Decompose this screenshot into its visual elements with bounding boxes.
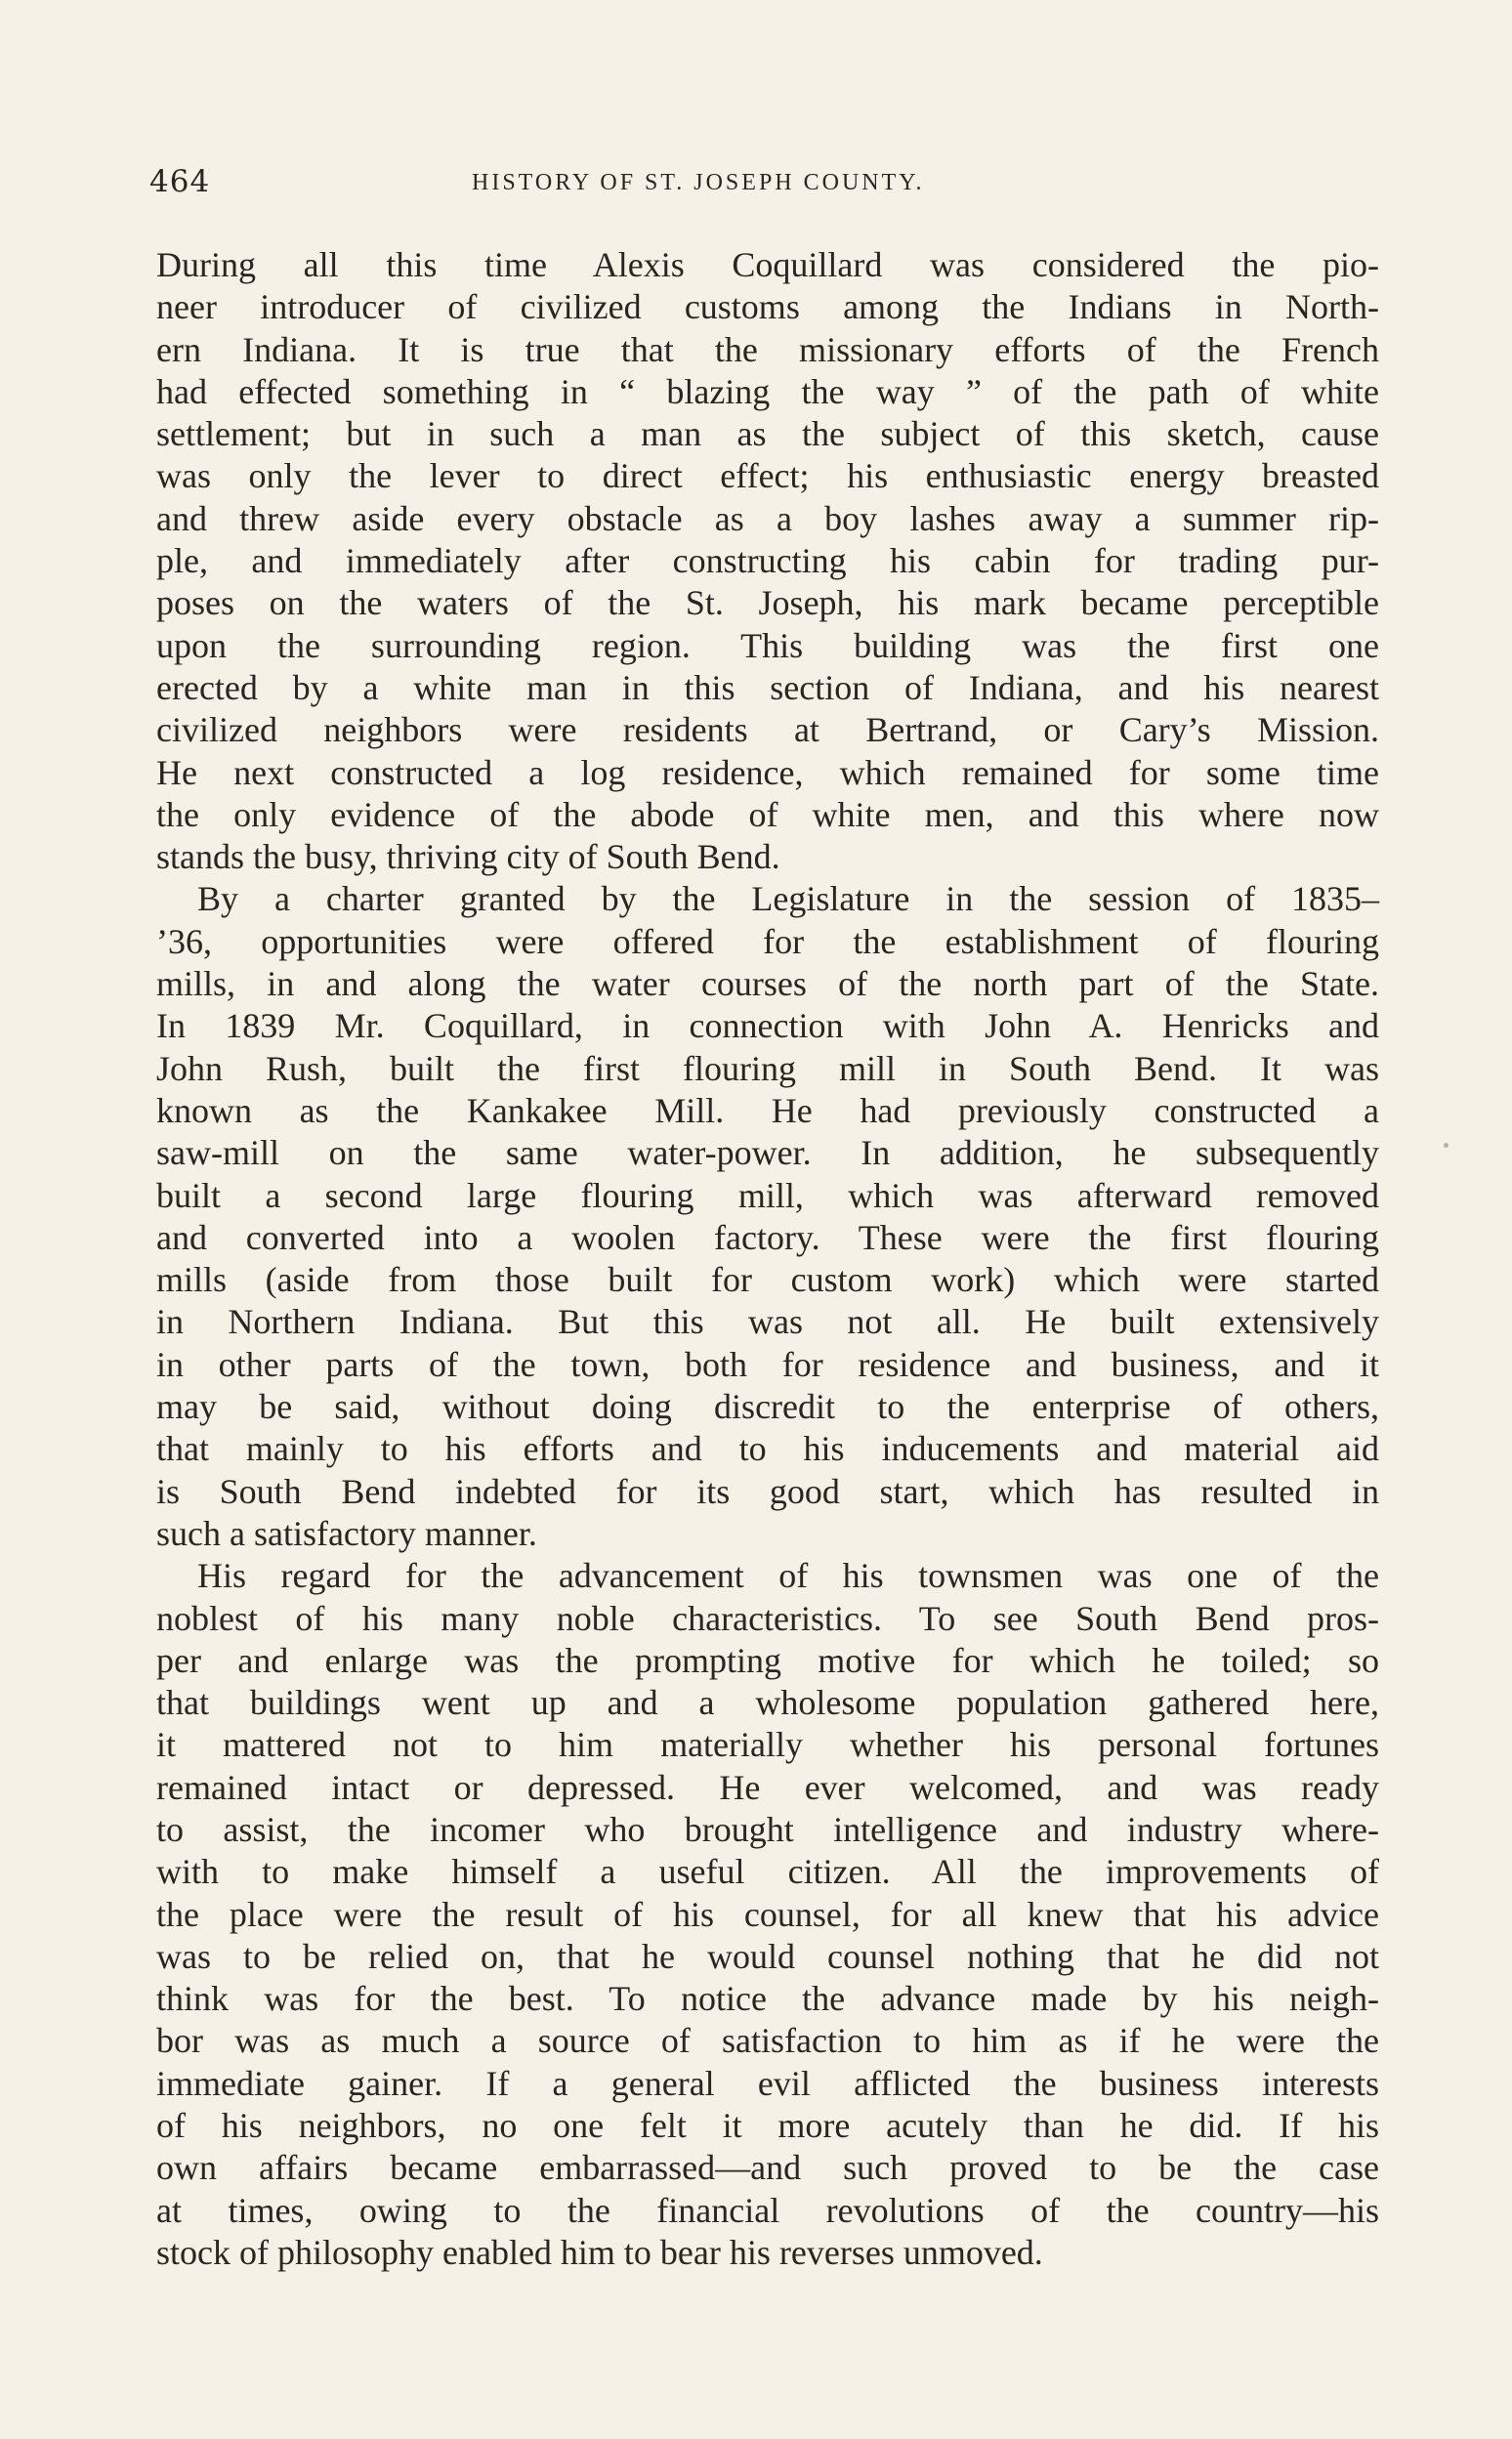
text-line: known as the Kankakee Mill. He had previously constructed a bbox=[156, 1090, 1379, 1130]
text-line: such a satisfactory manner. bbox=[156, 1513, 537, 1553]
text-line: mills (aside from those built for custom work) which were started bbox=[156, 1260, 1379, 1300]
text-line: and threw aside every obstacle as a boy lashes away a summer rip- bbox=[156, 498, 1379, 538]
text-line: upon the surrounding region. This building was the first one bbox=[156, 625, 1379, 665]
text-line: During all this time Alexis Coquillard was considered the pio- bbox=[156, 245, 1379, 284]
text-line: was to be relied on, that he would counsel nothing that he did not bbox=[156, 1936, 1379, 1976]
paper-speck bbox=[1444, 1143, 1449, 1148]
text-line: saw-mill on the same water-power. In addition, he subsequently bbox=[156, 1133, 1379, 1173]
text-line: remained intact or depressed. He ever welcomed, and was ready bbox=[156, 1767, 1379, 1807]
running-head: HISTORY OF ST. JOSEPH COUNTY. bbox=[472, 170, 925, 195]
text-line: the only evidence of the abode of white men, and this where now bbox=[156, 794, 1379, 834]
text-line: ple, and immediately after constructing his cabin for trading pur- bbox=[156, 541, 1379, 581]
text-line: erected by a white man in this section of Indiana, and his nearest bbox=[156, 667, 1379, 707]
text-line: that buildings went up and a wholesome population gathered here, bbox=[156, 1683, 1379, 1723]
text-line: with to make himself a useful citizen. All the improvements of bbox=[156, 1852, 1379, 1892]
text-line: in Northern Indiana. But this was not all. He built extensively bbox=[156, 1302, 1379, 1342]
page-header bbox=[149, 164, 1382, 203]
text-line: settlement; but in such a man as the subject of this sketch, cause bbox=[156, 414, 1379, 454]
text-line: was only the lever to direct effect; his enthusiastic energy breasted bbox=[156, 456, 1379, 496]
text-line: to assist, the incomer who brought intelligence and industry where- bbox=[156, 1809, 1379, 1849]
text-line: own affairs became embarrassed—and such proved to be the case bbox=[156, 2148, 1379, 2188]
text-line: think was for the best. To notice the advance made by his neigh- bbox=[156, 1979, 1379, 2019]
text-line: His regard for the advancement of his townsmen was one of the bbox=[197, 1556, 1379, 1596]
text-line: He next constructed a log residence, which remained for some time bbox=[156, 752, 1379, 792]
text-line: may be said, without doing discredit to the enterprise of others, bbox=[156, 1387, 1379, 1427]
text-line: bor was as much a source of satisfaction to him as if he were the bbox=[156, 2021, 1379, 2061]
text-line: noblest of his many noble characteristics. To see South Bend pros- bbox=[156, 1598, 1379, 1638]
body-text bbox=[156, 244, 1379, 2274]
text-line: built a second large flouring mill, which was afterward removed bbox=[156, 1175, 1379, 1215]
text-line: neer introducer of civilized customs among the Indians in North- bbox=[156, 287, 1379, 327]
text-line: per and enlarge was the prompting motive for which he toiled; so bbox=[156, 1640, 1379, 1680]
text-line: had effected something in “ blazing the way ” of the path of white bbox=[156, 371, 1379, 411]
text-line: the place were the result of his counsel, for all knew that his advice bbox=[156, 1894, 1379, 1934]
text-line: John Rush, built the first flouring mill in South Bend. It was bbox=[156, 1048, 1379, 1088]
text-line: mills, in and along the water courses of the north part of the State. bbox=[156, 964, 1379, 1004]
text-line: and converted into a woolen factory. These were the first flouring bbox=[156, 1217, 1379, 1257]
text-line: of his neighbors, no one felt it more acutely than he did. If his bbox=[156, 2106, 1379, 2146]
text-line: ’36, opportunities were offered for the establishment of flouring bbox=[156, 921, 1379, 961]
text-line: it mattered not to him materially whether his personal fortunes bbox=[156, 1725, 1379, 1765]
text-line: ern Indiana. It is true that the missionary efforts of the French bbox=[156, 329, 1379, 369]
text-line: that mainly to his efforts and to his inducements and material aid bbox=[156, 1429, 1379, 1469]
text-line: is South Bend indebted for its good start, which has resulted in bbox=[156, 1471, 1379, 1511]
text-line: stands the busy, thriving city of South Bend. bbox=[156, 837, 780, 877]
text-line: poses on the waters of the St. Joseph, his mark became perceptible bbox=[156, 583, 1379, 623]
text-line: in other parts of the town, both for residence and business, and it bbox=[156, 1344, 1379, 1384]
text-line: By a charter granted by the Legislature in the session of 1835– bbox=[197, 879, 1379, 919]
text-line: civilized neighbors were residents at Bertrand, or Cary’s Mission. bbox=[156, 710, 1379, 750]
page-number: 464 bbox=[149, 164, 211, 199]
text-line: In 1839 Mr. Coquillard, in connection with John A. Henricks and bbox=[156, 1006, 1379, 1046]
text-line: at times, owing to the financial revolutions of the country—his bbox=[156, 2190, 1379, 2230]
text-line: immediate gainer. If a general evil afflicted the business interests bbox=[156, 2063, 1379, 2103]
text-line: stock of philosophy enabled him to bear his reverses unmoved. bbox=[156, 2232, 1043, 2272]
